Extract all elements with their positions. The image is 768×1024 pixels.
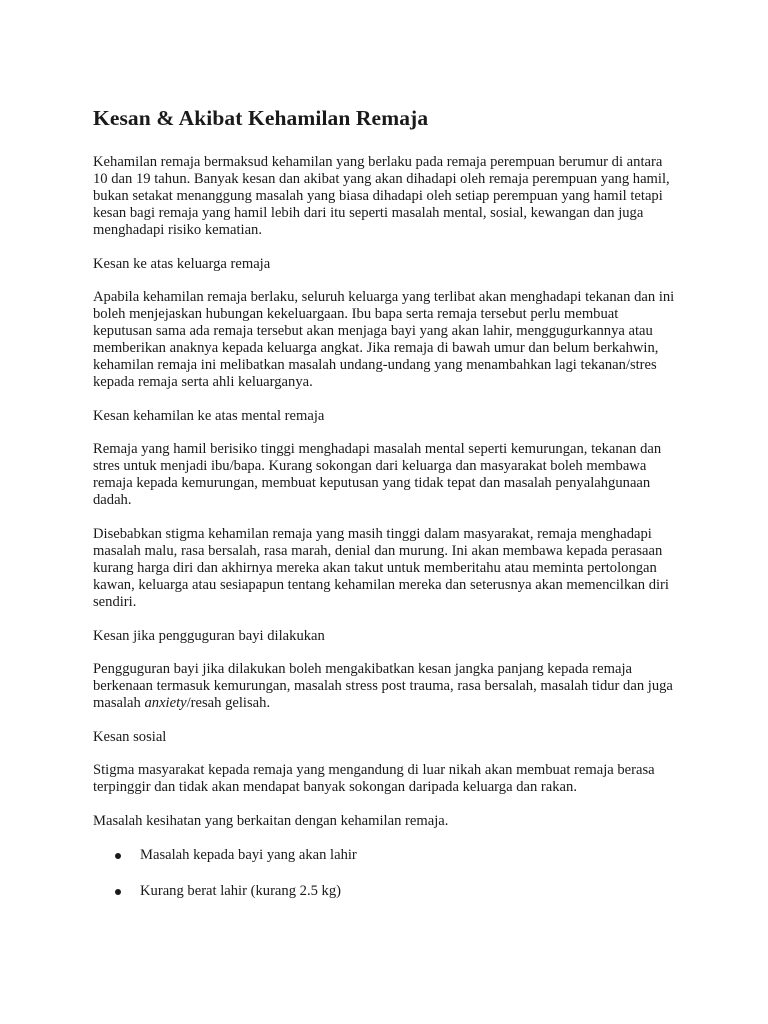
abortion-text-start: Pengguguran bayi jika dilakukan boleh mengakibatkan kesan jangka panjang kepada remaja berkenaan termasuk kemurungan, masalah stress post trauma, rasa bersalah, masalah tidur dan juga masalah — [93, 661, 673, 712]
bullet-dot-icon — [115, 889, 121, 895]
document-page — [93, 104, 678, 919]
abortion-text-italic: anxiety — [144, 695, 187, 712]
abortion-paragraph — [93, 661, 678, 712]
list-item — [93, 883, 678, 900]
family-paragraph: Apabila kehamilan remaja berlaku, seluruh keluarga yang terlibat akan menghadapi tekanan dan ini boleh menjejaskan hubungan kekeluargaan. Ibu bapa serta remaja tersebut perlu membuat keputusan sama ada remaja tersebut akan menjaga bayi yang akan lahir, menggugurkannya atau memberikan anaknya kepada keluarga angkat. Jika remaja di bawah umur dan belum berkahwin, kehamilan remaja ini melibatkan masalah undang-undang yang menambahkan lagi tekanan/stres kepada remaja serta ahli keluarganya. — [93, 289, 675, 391]
section-heading-family: Kesan ke atas keluarga remaja — [93, 255, 271, 272]
section-heading-social: Kesan sosial — [93, 728, 167, 745]
bullet-dot-icon — [115, 853, 121, 859]
intro-paragraph: Kehamilan remaja bermaksud kehamilan yang berlaku pada remaja perempuan berumur di antara 10 dan 19 tahun. Banyak kesan dan akibat yang akan dihadapi oleh remaja perempuan yang hamil, bukan setakat menanggung masalah yang biasa dihadapi oleh setiap perempuan yang hamil tetapi kesan bagi remaja yang hamil lebih dari itu seperti masalah mental, sosial, kewangan dan juga menghadapi risiko kematian. — [93, 154, 670, 238]
mental-paragraph-2: Disebabkan stigma kehamilan remaja yang masih tinggi dalam masyarakat, remaja menghadapi masalah malu, rasa bersalah, rasa marah, denial dan murung. Ini akan membawa kepada perasaan kurang harga diri dan akhirnya mereka akan takut untuk memberitahu atau meminta pertolongan kawan, keluarga atau sesiapapun tentang kehamilan mereka dan seterusnya akan memencilkan diri sendiri. — [93, 525, 669, 610]
list-item-text: Masalah kepada bayi yang akan lahir — [140, 846, 357, 863]
section-heading-mental: Kesan kehamilan ke atas mental remaja — [93, 407, 325, 424]
list-item — [93, 847, 678, 864]
social-paragraph: Stigma masyarakat kepada remaja yang mengandung di luar nikah akan membuat remaja berasa terpinggir dan tidak akan mendapat banyak sokongan daripada keluarga dan rakan. — [93, 762, 655, 796]
list-item-text: Kurang berat lahir (kurang 2.5 kg) — [140, 882, 341, 899]
mental-paragraph-1: Remaja yang hamil berisiko tinggi menghadapi masalah mental seperti kemurungan, tekanan dan stres untuk menjadi ibu/bapa. Kurang sokongan dari keluarga dan masyarakat boleh membawa remaja kepada kemurungan, membuat keputusan yang tidak tepat dan masalah penyalahgunaan dadah. — [93, 441, 662, 509]
document-title: Kesan & Akibat Kehamilan Remaja — [93, 106, 429, 130]
health-bullet-list — [93, 847, 678, 900]
abortion-text-end: /resah gelisah. — [186, 695, 271, 712]
section-heading-health: Masalah kesihatan yang berkaitan dengan kehamilan remaja. — [93, 812, 449, 829]
section-heading-abortion: Kesan jika pengguguran bayi dilakukan — [93, 627, 325, 644]
